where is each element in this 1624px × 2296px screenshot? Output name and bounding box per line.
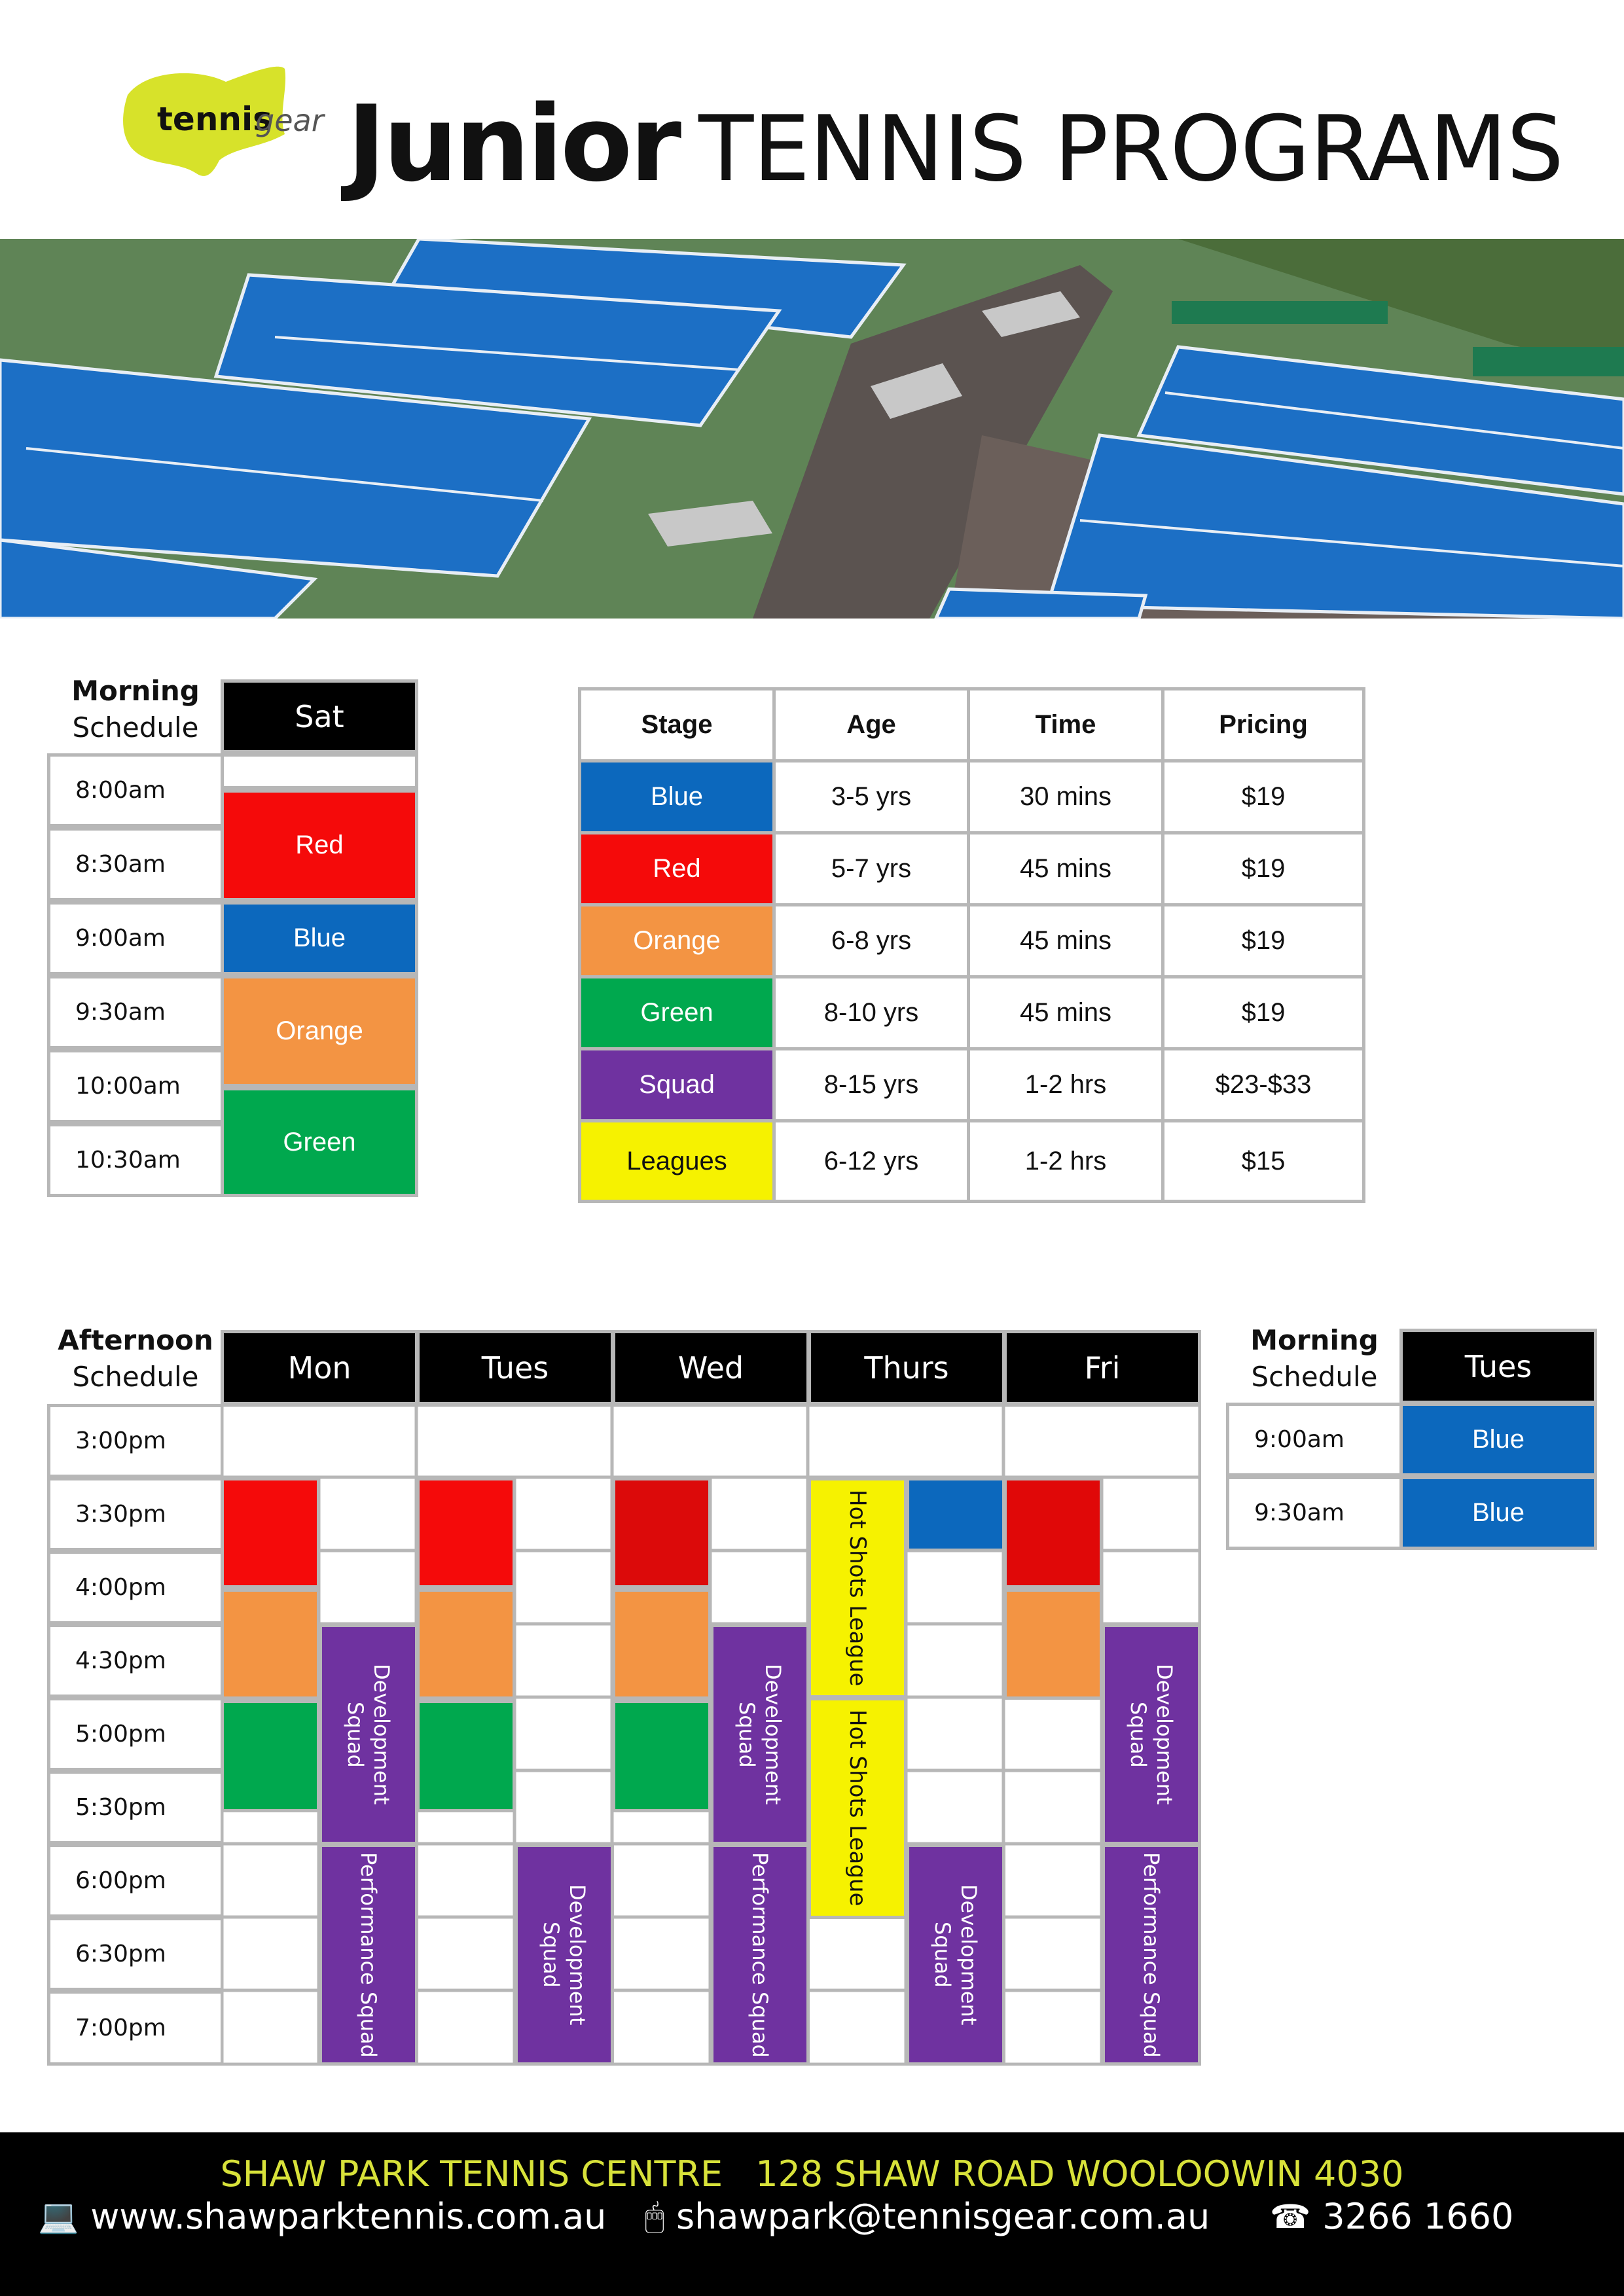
- centre-name: SHAW PARK TENNIS CENTRE: [220, 2153, 723, 2195]
- mon-performance-squad: [319, 1844, 418, 2066]
- stage-time-cell: 1-2 hrs: [967, 1119, 1164, 1203]
- dev-squad-line2: Squad: [930, 1922, 955, 1988]
- afternoon-time-label: 6:00pm: [47, 1844, 224, 1918]
- sat-time-label: 8:30am: [47, 827, 224, 901]
- stage-price-cell: $15: [1161, 1119, 1365, 1203]
- title-tennis-programs: TENNIS PROGRAMS: [698, 96, 1564, 202]
- dev-squad-line2: Squad: [539, 1922, 564, 1988]
- phone-number[interactable]: 3266 1660: [1322, 2196, 1514, 2237]
- tennis-courts-photo: [0, 239, 1624, 619]
- sat-blue-block: Blue: [221, 901, 418, 975]
- mouse-icon: 🖱: [645, 2197, 664, 2235]
- stage-header-pricing: Pricing: [1161, 687, 1365, 762]
- dev-squad-line1: Development: [761, 1664, 785, 1805]
- dev-squad-line2: Squad: [343, 1701, 368, 1768]
- hot-shots-label: Hot Shots League: [844, 1710, 871, 1907]
- tues-schedule-title-bold: Morning: [1250, 1324, 1379, 1356]
- email-link[interactable]: shawpark@tennisgear.com.au: [676, 2196, 1210, 2237]
- fri-performance-squad: [1102, 1844, 1201, 2066]
- wed-green-block: [612, 1700, 712, 1812]
- stage-age-cell: 6-8 yrs: [772, 903, 970, 978]
- tues-time-label: 9:30am: [1226, 1476, 1403, 1550]
- tennis-gear-logo: [121, 62, 327, 180]
- stage-cell-blue: Blue: [578, 759, 776, 834]
- tues-blue-block: Blue: [1399, 1476, 1597, 1550]
- dev-squad-line2: Squad: [1126, 1701, 1151, 1768]
- tues-schedule-title: [1226, 1322, 1403, 1395]
- tues-red-block: [416, 1477, 516, 1588]
- dev-squad-line2: Squad: [734, 1701, 759, 1768]
- sat-time-label: 9:30am: [47, 975, 224, 1049]
- stage-age-cell: 5-7 yrs: [772, 831, 970, 906]
- stage-price-cell: $19: [1161, 759, 1365, 834]
- stage-time-cell: 30 mins: [967, 759, 1164, 834]
- sat-schedule-title-bold: Morning: [71, 675, 200, 707]
- thurs-hot-shots-league-2: [808, 1697, 907, 1919]
- afternoon-schedule-title-bold: Afternoon: [58, 1324, 213, 1356]
- afternoon-time-label: 4:30pm: [47, 1624, 224, 1698]
- day-header-mon: Mon: [221, 1330, 418, 1405]
- sat-time-label: 8:00am: [47, 753, 224, 827]
- stage-price-cell: $19: [1161, 831, 1365, 906]
- afternoon-time-label: 5:30pm: [47, 1770, 224, 1844]
- hot-shots-label: Hot Shots League: [844, 1489, 871, 1687]
- stage-cell-squad: Squad: [578, 1047, 776, 1122]
- tues-day-header: Tues: [1399, 1329, 1597, 1404]
- thurs-development-squad: [906, 1844, 1005, 2066]
- afternoon-time-label: 4:00pm: [47, 1551, 224, 1624]
- stage-header-stage: Stage: [578, 687, 776, 762]
- stage-age-cell: 6-12 yrs: [772, 1119, 970, 1203]
- day-header-fri: Fri: [1003, 1330, 1201, 1405]
- stage-cell-green: Green: [578, 975, 776, 1050]
- logo-text-tennis: tennis: [157, 100, 272, 138]
- page-title: [347, 79, 1563, 209]
- performance-squad-label: Performance Squad: [356, 1852, 381, 2058]
- website-link[interactable]: www.shawparktennis.com.au: [90, 2196, 607, 2237]
- logo-text-gear: gear: [255, 103, 324, 138]
- afternoon-time-label: 6:30pm: [47, 1917, 224, 1991]
- stage-age-cell: 8-10 yrs: [772, 975, 970, 1050]
- stage-age-cell: 8-15 yrs: [772, 1047, 970, 1122]
- stage-time-cell: 45 mins: [967, 975, 1164, 1050]
- dev-squad-line1: Development: [956, 1884, 981, 2026]
- tues-green-block: [416, 1700, 516, 1812]
- title-junior: Junior: [347, 82, 679, 205]
- tues-blue-block: Blue: [1399, 1403, 1597, 1477]
- fri-red-block: [1003, 1477, 1103, 1588]
- mon-green-block: [221, 1700, 320, 1812]
- dev-squad-line1: Development: [565, 1884, 590, 2026]
- sat-schedule-title-sub: Schedule: [72, 711, 199, 744]
- performance-squad-label: Performance Squad: [1139, 1852, 1164, 2058]
- sat-time-label: 10:00am: [47, 1049, 224, 1123]
- afternoon-schedule-title-sub: Schedule: [72, 1361, 199, 1393]
- day-header-thurs: Thurs: [808, 1330, 1005, 1405]
- afternoon-time-label: 7:00pm: [47, 1990, 224, 2066]
- wed-orange-block: [612, 1588, 712, 1700]
- stage-cell-leagues: Leagues: [578, 1119, 776, 1203]
- wed-red-block: [612, 1477, 712, 1588]
- sat-day-header: Sat: [221, 679, 418, 753]
- dev-squad-line1: Development: [1152, 1664, 1177, 1805]
- centre-address: 128 SHAW ROAD WOOLOOWIN 4030: [755, 2153, 1404, 2195]
- fri-development-squad: [1102, 1624, 1201, 1845]
- stage-time-cell: 1-2 hrs: [967, 1047, 1164, 1122]
- tues-orange-block: [416, 1588, 516, 1700]
- stage-time-cell: 45 mins: [967, 903, 1164, 978]
- footer-email: [645, 2196, 1210, 2237]
- afternoon-schedule-title: [47, 1322, 224, 1395]
- wed-development-squad: [710, 1624, 810, 1845]
- sat-time-label: 9:00am: [47, 901, 224, 975]
- laptop-icon: 💻: [38, 2197, 79, 2235]
- afternoon-time-label: 3:00pm: [47, 1404, 224, 1478]
- mon-development-squad: [319, 1624, 418, 1845]
- sat-empty-slot: [221, 753, 418, 789]
- stage-price-cell: $19: [1161, 903, 1365, 978]
- sat-orange-block: Orange: [221, 975, 418, 1087]
- stage-time-cell: 45 mins: [967, 831, 1164, 906]
- performance-squad-label: Performance Squad: [748, 1852, 772, 2058]
- stage-header-age: Age: [772, 687, 970, 762]
- tues-schedule-title-sub: Schedule: [1251, 1361, 1378, 1393]
- sat-green-block: Green: [221, 1087, 418, 1197]
- phone-icon: ☎: [1270, 2197, 1311, 2236]
- dev-squad-line1: Development: [369, 1664, 394, 1805]
- stage-age-cell: 3-5 yrs: [772, 759, 970, 834]
- thurs-hot-shots-league-1: [808, 1477, 907, 1698]
- stage-price-cell: $23-$33: [1161, 1047, 1365, 1122]
- sat-time-label: 10:30am: [47, 1123, 224, 1197]
- footer-phone: [1270, 2196, 1513, 2237]
- stage-cell-orange: Orange: [578, 903, 776, 978]
- thurs-blue-block: [906, 1477, 1005, 1552]
- wed-performance-squad: [710, 1844, 810, 2066]
- day-header-wed: Wed: [612, 1330, 810, 1405]
- tues-development-squad: [514, 1844, 614, 2066]
- stage-cell-red: Red: [578, 831, 776, 906]
- stage-header-time: Time: [967, 687, 1164, 762]
- footer-address-line: [0, 2153, 1624, 2195]
- fri-orange-block: [1003, 1588, 1103, 1700]
- sat-red-block: Red: [221, 789, 418, 901]
- day-header-tues: Tues: [416, 1330, 614, 1405]
- sat-schedule-title: [47, 673, 224, 746]
- footer-website: [38, 2196, 606, 2237]
- afternoon-time-label: 5:00pm: [47, 1697, 224, 1771]
- stage-price-cell: $19: [1161, 975, 1365, 1050]
- tues-time-label: 9:00am: [1226, 1403, 1403, 1477]
- mon-red-block: [221, 1477, 320, 1588]
- mon-orange-block: [221, 1588, 320, 1700]
- afternoon-time-label: 3:30pm: [47, 1477, 224, 1551]
